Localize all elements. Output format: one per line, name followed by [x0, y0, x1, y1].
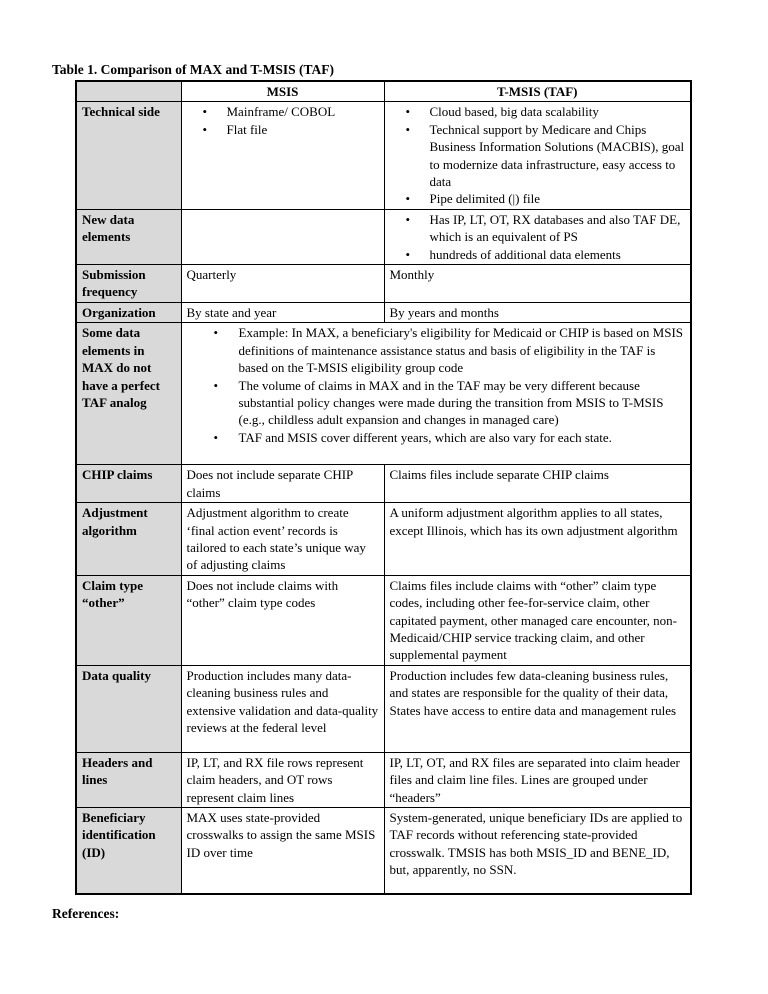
row-label: Adjustment algorithm: [76, 503, 181, 576]
row-max-taf-analog: [76, 323, 691, 465]
comparison-table: [75, 80, 692, 895]
tmsis-cell: [384, 102, 691, 209]
row-label: Claim type “other”: [76, 575, 181, 665]
bullet-icon: [187, 377, 239, 429]
row-label: Data quality: [76, 665, 181, 752]
msis-cell: Does not include claims with “other” claim type codes: [181, 575, 384, 665]
row-organization: [76, 302, 691, 322]
bullet-icon: [390, 103, 430, 120]
tmsis-cell: Claims files include claims with “other” claim type codes, including other fee-for-service claim, other capitated payment, other managed care encounter, non-Medicaid/CHIP service tracking claim, and other supplemental payment: [384, 575, 691, 665]
row-label: Some data elements in MAX do not have a perfect TAF analog: [76, 323, 181, 465]
bullet-text: The volume of claims in MAX and in the TAF may be very different because substantial policy changes were made during the transition from MSIS to T-MSIS (e.g., childless adult expansion and changes in managed care): [238, 377, 664, 428]
bullet-icon: [187, 103, 227, 120]
merged-cell: [181, 323, 691, 465]
msis-cell: Does not include separate CHIP claims: [181, 465, 384, 503]
bullet-icon: [390, 121, 430, 191]
bullet-icon: [187, 324, 239, 376]
row-data-quality: [76, 665, 691, 752]
tmsis-cell: Claims files include separate CHIP claims: [384, 465, 691, 503]
row-technical-side: [76, 102, 691, 209]
msis-cell: MAX uses state-provided crosswalks to assign the same MSIS ID over time: [181, 807, 384, 894]
row-claim-type-other: [76, 575, 691, 665]
tmsis-cell: By years and months: [384, 302, 691, 322]
tmsis-cell: Monthly: [384, 265, 691, 303]
references-heading: References:: [52, 906, 120, 921]
row-label: Organization: [76, 302, 181, 322]
column-header-tmsis: T-MSIS (TAF): [384, 81, 691, 102]
row-label: Technical side: [76, 102, 181, 209]
bullet-icon: [187, 121, 227, 138]
bullet-icon: [390, 190, 430, 207]
row-adjustment-algorithm: [76, 503, 691, 576]
tmsis-cell: Production includes few data-cleaning business rules, and states are responsible for the quality of their data, States have access to entire data and management rules: [384, 665, 691, 752]
msis-cell: IP, LT, and RX file rows represent claim headers, and OT rows represent claim lines: [181, 752, 384, 807]
bullet-text: Technical support by Medicare and Chips Business Information Solutions (MACBIS), goal to modernize data infrastructure, easy access to data: [429, 121, 685, 190]
msis-cell: [181, 102, 384, 209]
bullet-text: TAF and MSIS cover different years, which are also vary for each state.: [238, 429, 612, 445]
msis-cell: Production includes many data-cleaning business rules and extensive validation and data-quality reviews at the federal level: [181, 665, 384, 752]
msis-cell: Adjustment algorithm to create ‘final action event’ records is tailored to each state’s unique way of adjusting claims: [181, 503, 384, 576]
bullet-text: hundreds of additional data elements: [429, 246, 621, 262]
column-header-msis: MSIS: [181, 81, 384, 102]
tmsis-cell: [384, 209, 691, 264]
tmsis-cell: A uniform adjustment algorithm applies to all states, except Illinois, which has its own adjustment algorithm: [384, 503, 691, 576]
row-label: CHIP claims: [76, 465, 181, 503]
row-chip-claims: [76, 465, 691, 503]
row-label: New data elements: [76, 209, 181, 264]
bullet-text: Has IP, LT, OT, RX databases and also TAF DE, which is an equivalent of PS: [429, 211, 681, 245]
bullet-text: Flat file: [226, 121, 268, 137]
bullet-icon: [390, 211, 430, 246]
bullet-icon: [187, 429, 239, 446]
bullet-text: Cloud based, big data scalability: [429, 104, 599, 120]
row-beneficiary-id: [76, 807, 691, 894]
msis-cell: By state and year: [181, 302, 384, 322]
row-submission-frequency: [76, 265, 691, 303]
table-title: Table 1. Comparison of MAX and T-MSIS (TAF): [52, 62, 335, 77]
bullet-text: Pipe delimited (|) file: [429, 191, 541, 207]
row-new-data-elements: [76, 209, 691, 264]
tmsis-cell: System-generated, unique beneficiary IDs are applied to TAF records without referencing state-provided crosswalk. TMSIS has both MSIS_ID and BENE_ID, but, apparently, no SSN.: [384, 807, 691, 894]
row-label: Submission frequency: [76, 265, 181, 303]
header-row: [76, 81, 691, 102]
msis-cell: Quarterly: [181, 265, 384, 303]
row-label: Headers and lines: [76, 752, 181, 807]
tmsis-cell: IP, LT, OT, and RX files are separated into claim header files and claim line files. Lines are grouped under “headers”: [384, 752, 691, 807]
row-headers-and-lines: [76, 752, 691, 807]
bullet-text: Example: In MAX, a beneficiary's eligibility for Medicaid or CHIP is based on MSIS definitions of maintenance assistance status and basis of eligibility in the TAF is based on the T-MSIS eligibility group code: [238, 325, 684, 376]
column-header-empty: [76, 81, 181, 102]
row-label: Beneficiary identification (ID): [76, 807, 181, 894]
bullet-icon: [390, 246, 430, 263]
msis-cell: [181, 209, 384, 264]
bullet-text: Mainframe/ COBOL: [226, 104, 336, 120]
